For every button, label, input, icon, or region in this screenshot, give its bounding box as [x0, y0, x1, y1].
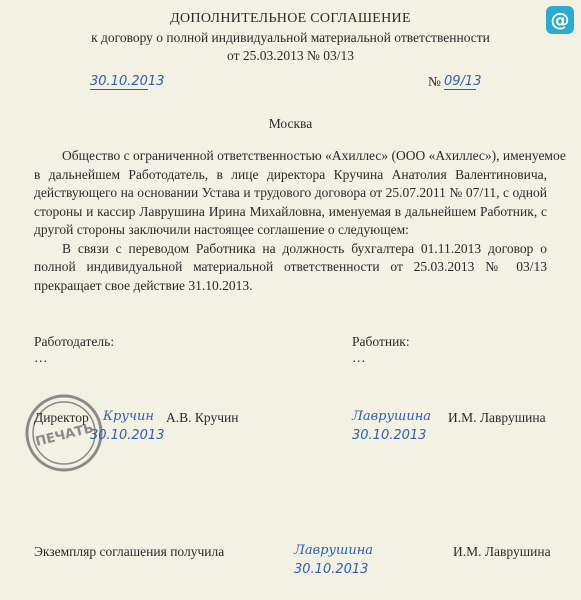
body-text: [34, 147, 566, 295]
city: Москва: [268, 116, 313, 131]
employer-name: А.В. Кручин: [166, 410, 239, 425]
employee-signature: Лаврушина: [352, 409, 432, 424]
document-title: ДОПОЛНИТЕЛЬНОЕ СОГЛАШЕНИЕ: [170, 11, 411, 26]
receipt-text: Экземпляр соглашения получила: [34, 544, 225, 559]
employee-sign-date: 30.10.2013: [352, 428, 427, 443]
receipt-sign-date: 30.10.2013: [294, 562, 369, 577]
stamp-text: ПЕЧАТЬ: [34, 420, 96, 450]
employer-label: Работодатель:: [34, 334, 115, 349]
number-label: №: [428, 74, 441, 89]
at-logo-icon: @: [546, 6, 574, 34]
contract-reference: от 25.03.2013 № 03/13: [227, 48, 354, 63]
paragraph-2: В связи с переводом Работника на должность бухгалтера 01.11.2013 договор о полной индивидуальной материальной ответственности от 25.03.2013 № 03/13 прекращает свое действие 31.10.2013.: [34, 240, 547, 293]
employee-label: Работник:: [352, 334, 410, 349]
paragraph-1-first-line: Общество с ограниченной ответственностью «Ахиллес» (ООО «Ахиллес»), именуемое: [62, 148, 566, 163]
receipt-name: И.М. Лаврушина: [453, 544, 551, 559]
employer-position: Директор: [34, 410, 89, 425]
employee-placeholder: …: [352, 350, 366, 365]
document-subtitle: к договору о полной индивидуальной материальной ответственности: [91, 30, 490, 45]
paragraph-1-rest: в дальнейшем Работодатель, в лице директора Кручина Анатолия Валентиновича, действующего на основании Устава и трудового договора от 25.07.2011 № 07/11, с одной стороны и кассир Лаврушина Ирина Михайловна, именуемая в дальнейшем Работник, с другой стороны заключили настоящее соглашение о следующем:: [34, 166, 547, 237]
document-number: 09/13: [444, 74, 482, 89]
employer-signature: Кручин: [103, 409, 154, 424]
employer-placeholder: …: [34, 350, 48, 365]
document-date: 30.10.2013: [90, 74, 165, 89]
employee-name: И.М. Лаврушина: [448, 410, 546, 425]
employer-sign-date: 30.10.2013: [90, 428, 165, 443]
receipt-signature: Лаврушина: [294, 543, 374, 558]
